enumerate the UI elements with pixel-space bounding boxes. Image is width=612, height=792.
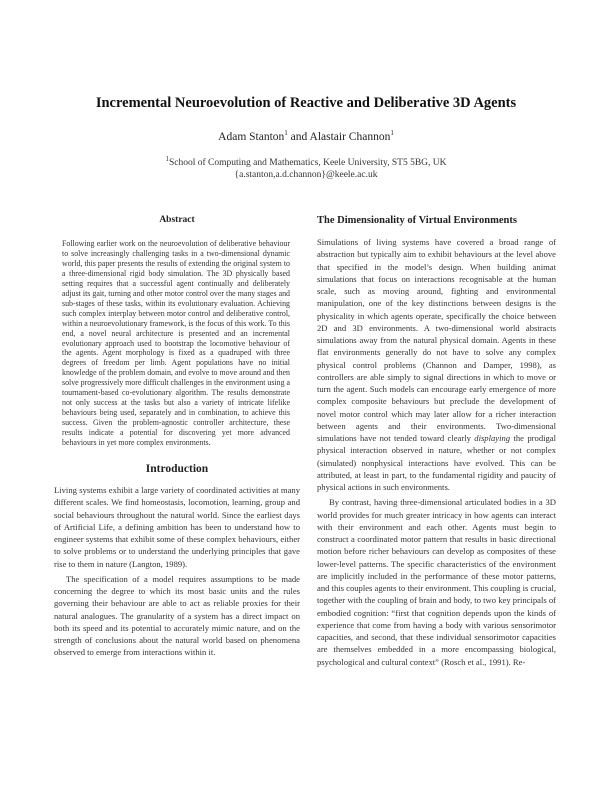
author-emails: {a.stanton,a.d.channon}@keele.ac.uk xyxy=(234,170,378,180)
affiliation-marker: 1 xyxy=(284,129,288,138)
author-connector: and xyxy=(287,131,310,143)
right-column xyxy=(317,215,556,668)
introduction-paragraph: The specification of a model requires assumptions to be made concerning the degree to which its most basic units and the rules governing their behaviour are able to act as reliable proxies for their natural analogues. The granularity of a system has a direct impact on both its speed and its potential to accurately mimic nature, and on the strength of conclusions about the natural world based on phenomena observed to emerge from interactions within it. xyxy=(54,573,300,658)
introduction-paragraph: Living systems exhibit a large variety of coordinated activities at many different scales. We find homeostasis, locomotion, learning, group and social behaviours throughout the natural world. Since the earliest days of Artificial Life, a defining ambition has been to understand how to engineer systems that exhibit some of these complex behaviours, either to solve problems or to understand the underlying principles that gave rise to them in nature (Langton, 1989). xyxy=(54,485,300,569)
author-name: Adam Stanton xyxy=(218,131,285,143)
affiliation-marker: 1 xyxy=(390,129,394,138)
paper-title: Incremental Neuroevolution of Reactive and Deliberative 3D Agents xyxy=(95,95,517,111)
affiliation-line xyxy=(0,154,612,169)
left-column xyxy=(54,215,300,659)
abstract-heading: Abstract xyxy=(159,215,195,225)
section-paragraph: By contrast, having three-dimensional articulated bodies in a 3D world provides for much greater intricacy in how agents can interact with their environment and each other. Agents must begin to construct a coordinated motor pattern that results in basic directional motion before richer behaviours can develop as composites of these lower-level patterns. The specific characteristics of the environment are implicitly included in the performance of these motor patterns, and this couples agents to their environment. This coupling is crucial, together with the coupling of brain and body, to two key principals of embodied cognition: “first that cognition depends upon the kinds of experience that come from having a body with various sensorimotor capacities, and second, that these individual sensorimotor capacities are themselves embedded in a more encompassing biological, psychological and cultural context” (Rosch et al., 1991). Re- xyxy=(317,497,556,667)
paragraph-text: the prodigal physical interaction observed in nature, whether or not complex (simulated) nonphysical interactions have evolved. This can be attributed, at least in part, to the fundamental rigidity and paucity of physical actions in such environments. xyxy=(317,433,556,492)
author-line xyxy=(0,131,612,143)
abstract-text: Following earlier work on the neuroevolution of deliberative behaviour to solve increasingly challenging tasks in a two-dimensional dynamic world, this paper presents the results of extending the original system to a three-dimensional rigid body simulation. The 3D physically based setting requires that a successful agent continually and deliberately adjust its gait, turning and other motor control over the many stages and sub-stages of these tasks, within its evolutionary evaluation. Achieving such complex interplay between motor control and deliberative control, within a neuroevolutionary framework, is the focus of this work. To this end, a novel neural architecture is presented and an incremental evolutionary approach used to bootstrap the locomotive behaviour of the agents. Agent morphology is fixed as a quadruped with three degrees of freedom per limb. Agent populations have no initial knowledge of the problem domain, and evolve to move around and then solve progressively more difficult challenges in the environment using a tournament-based co-evolutionary algorithm. The results demonstrate not only success at the tasks but also a variety of intricate lifelike behaviours being used, separately and in combination, to achieve this success. Given the problem-agnostic controller architecture, these results indicate a potential for discovering yet more advanced behaviours in yet more complex environments. xyxy=(62,239,290,448)
author-name: Alastair Channon xyxy=(309,131,391,143)
affiliation-block xyxy=(0,154,612,181)
introduction-heading: Introduction xyxy=(145,463,209,476)
section-paragraph xyxy=(317,236,556,493)
section-heading: The Dimensionality of Virtual Environments xyxy=(317,215,517,226)
emphasis-text: displaying xyxy=(474,433,511,443)
institution: School of Computing and Mathematics, Keele University, ST5 5BG, UK xyxy=(169,158,447,168)
paragraph-text: Simulations of living systems have covered a broad range of abstraction but typically aim to exhibit behaviours at the level above that specified in the model’s design. When building animat simulations that focus on interactions recognisable at the human scale, such as moving around, fighting and environmental manipulation, one of the key distinctions between designs is the physicality in which agents operate, specifically the choice between 2D and 3D environments. A two-dimensional world abstracts simulations away from the natural physical domain. Agents in these flat environments generally do not have to solve any complex physical control problems (Channon and Damper, 1998), as controllers are able simply to signal directions in which to move or turn the agent. Such models can encourage early emergence of more complex composite behaviours but preclude the development of novel motor control which may later allow for a richer interaction between agents and their environments. Two-dimensional simulations have not tended toward clearly xyxy=(317,237,556,443)
affiliation-marker: 1 xyxy=(165,154,169,163)
